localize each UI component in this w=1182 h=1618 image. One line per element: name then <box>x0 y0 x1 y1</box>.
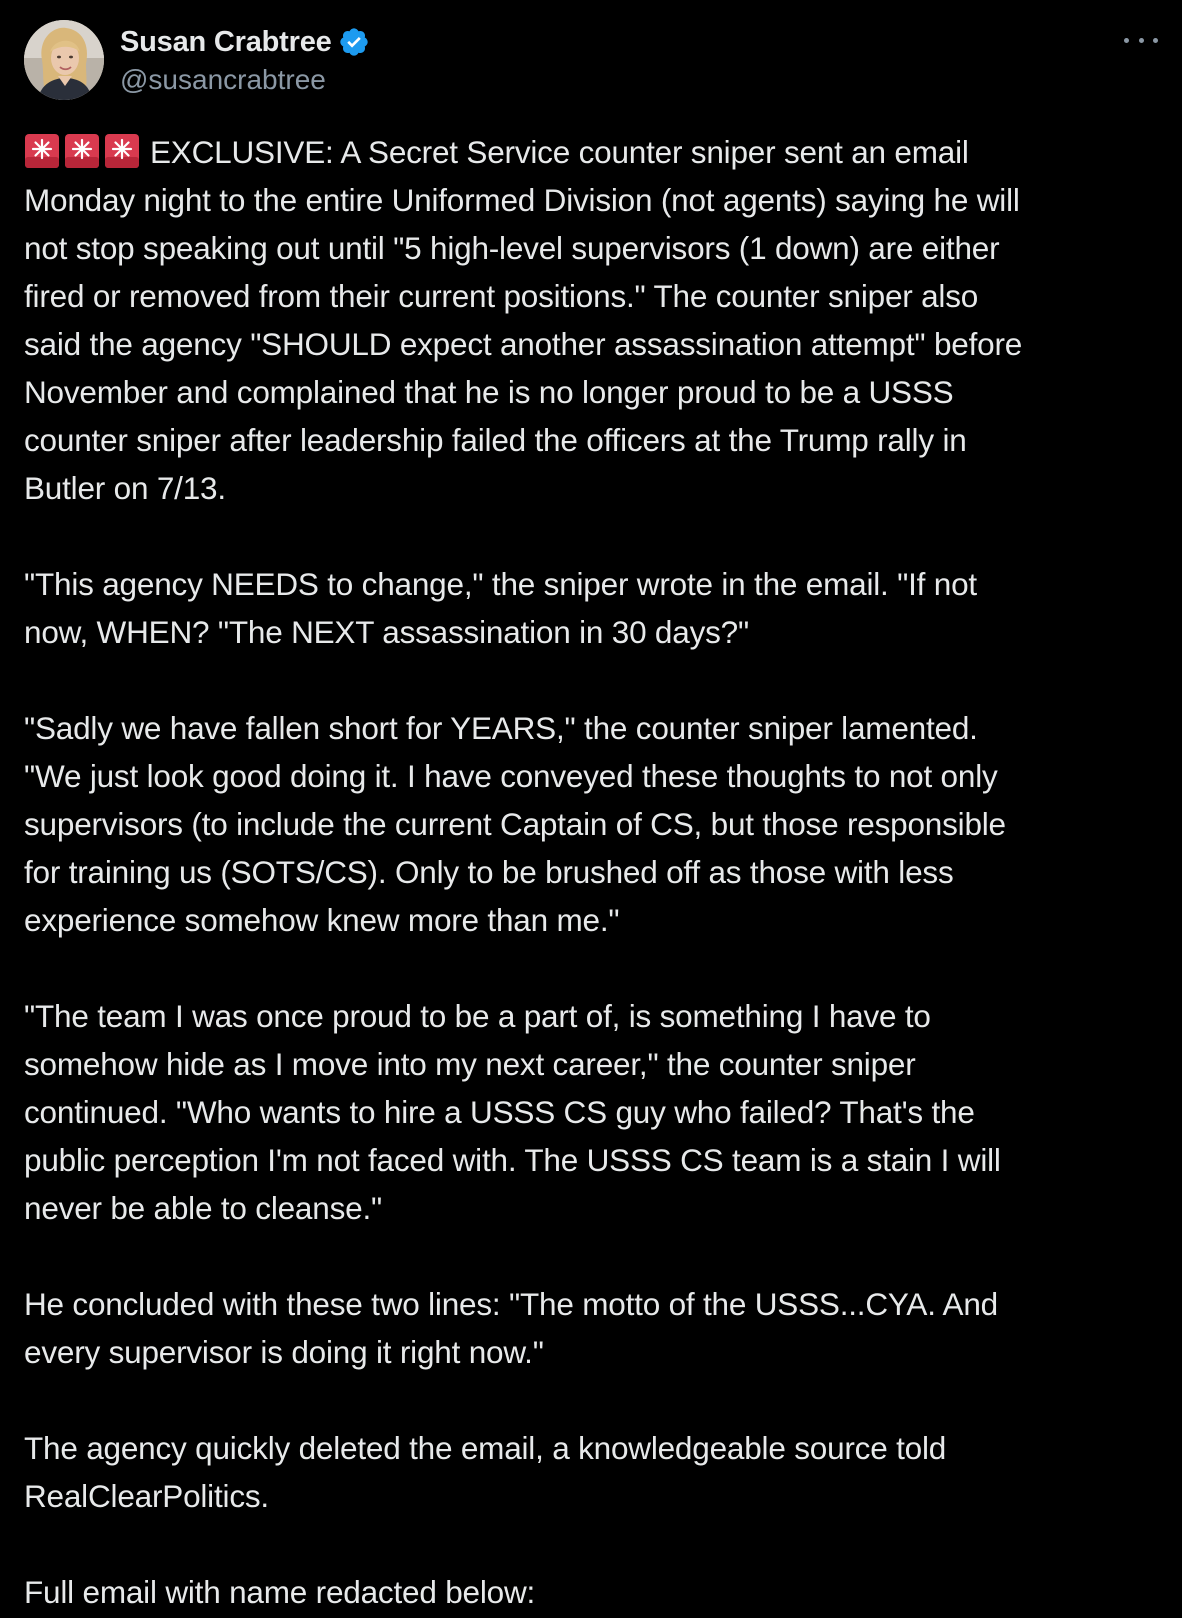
text-line: Full email with name redacted below: <box>24 1574 536 1610</box>
text-line: "We just look good doing it. I have conveyed these thoughts to not only <box>24 758 998 794</box>
text-line: "This agency NEEDS to change," the sniper wrote in the email. "If not <box>24 566 977 602</box>
paragraph-3 <box>24 704 1164 944</box>
police-siren-icon <box>64 133 100 169</box>
text-line: experience somehow knew more than me." <box>24 902 620 938</box>
text-line: somehow hide as I move into my next career," the counter sniper <box>24 1046 916 1082</box>
paragraph-6 <box>24 1424 1164 1520</box>
siren-emoji-group <box>24 133 140 169</box>
text-line: for training us (SOTS/CS). Only to be brushed off as those with less <box>24 854 954 890</box>
text-line: continued. "Who wants to hire a USSS CS guy who failed? That's the <box>24 1094 975 1130</box>
text-line: "The team I was once proud to be a part of, is something I have to <box>24 998 931 1034</box>
more-horizontal-icon[interactable] <box>1124 34 1158 46</box>
text-line: He concluded with these two lines: "The motto of the USSS...CYA. And <box>24 1286 999 1322</box>
text-line: every supervisor is doing it right now." <box>24 1334 544 1370</box>
text-line: The agency quickly deleted the email, a knowledgeable source told <box>24 1430 947 1466</box>
paragraph-7 <box>24 1568 1164 1616</box>
text-line: EXCLUSIVE: A Secret Service counter sniper sent an email <box>24 128 1164 176</box>
text-line: "Sadly we have fallen short for YEARS," the counter sniper lamented. <box>24 710 978 746</box>
paragraph-2 <box>24 560 1164 656</box>
author-display-name[interactable]: Susan Crabtree <box>120 25 332 58</box>
text-line: said the agency "SHOULD expect another assassination attempt" before <box>24 326 1023 362</box>
paragraph-1 <box>24 128 1164 512</box>
verified-badge-icon <box>338 26 370 58</box>
text-line: RealClearPolitics. <box>24 1478 269 1514</box>
paragraph-5 <box>24 1280 1164 1376</box>
text-line: never be able to cleanse." <box>24 1190 382 1226</box>
text-line: counter sniper after leadership failed the officers at the Trump rally in <box>24 422 967 458</box>
police-siren-icon <box>24 133 60 169</box>
text-line: supervisors (to include the current Captain of CS, but those responsible <box>24 806 1006 842</box>
text-line: November and complained that he is no longer proud to be a USSS <box>24 374 954 410</box>
police-siren-icon <box>104 133 140 169</box>
tweet-text <box>24 128 1164 1616</box>
avatar[interactable] <box>24 20 104 100</box>
paragraph-4 <box>24 992 1164 1232</box>
tweet-header <box>24 20 1158 102</box>
text-line: fired or removed from their current positions." The counter sniper also <box>24 278 979 314</box>
author-info <box>120 22 370 96</box>
avatar-image <box>24 20 104 100</box>
name-row <box>120 22 370 62</box>
text-line: Butler on 7/13. <box>24 470 226 506</box>
author-handle[interactable]: @susancrabtree <box>120 64 326 95</box>
text-line: now, WHEN? "The NEXT assassination in 30 days?" <box>24 614 749 650</box>
text-line: Monday night to the entire Uniformed Division (not agents) saying he will <box>24 182 1020 218</box>
text-line: not stop speaking out until "5 high-level supervisors (1 down) are either <box>24 230 1000 266</box>
text-line: public perception I'm not faced with. The USSS CS team is a stain I will <box>24 1142 1001 1178</box>
